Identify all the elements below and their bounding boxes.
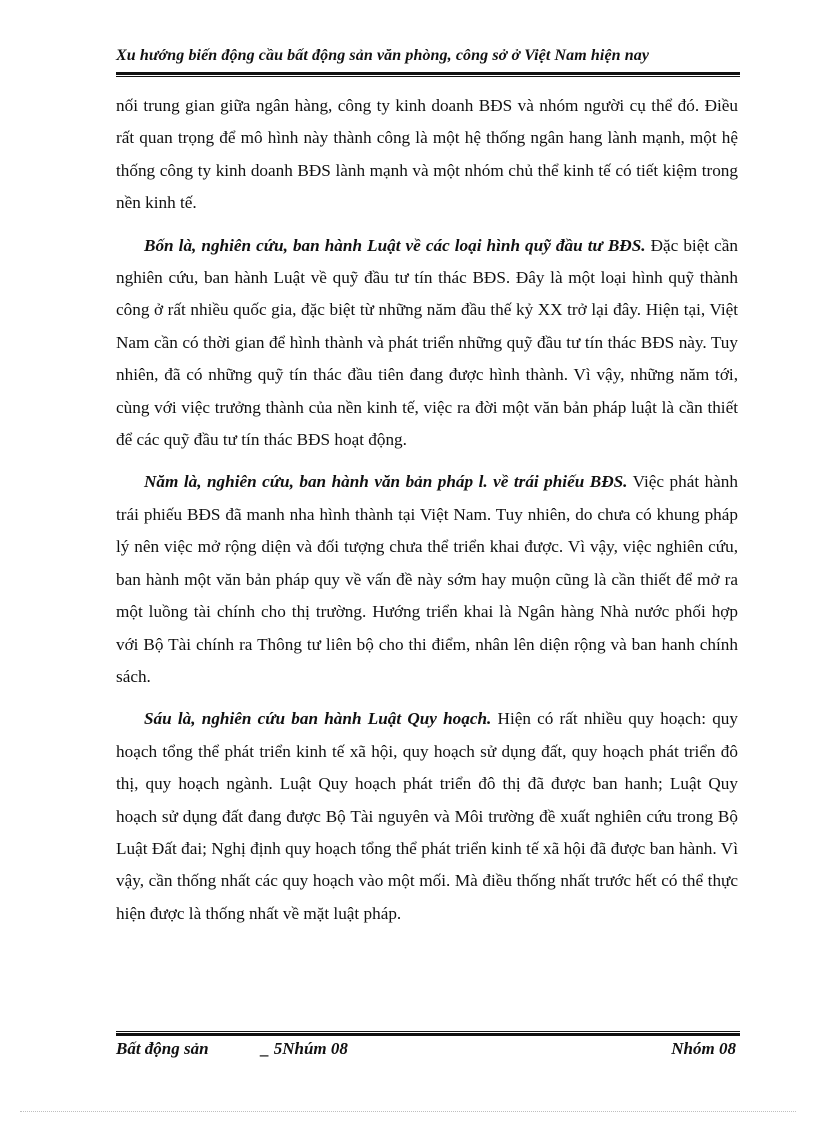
document-body <box>116 90 738 930</box>
page-header-title: Xu hướng biến động cầu bất động sản văn phòng, công sở ở Việt Nam hiện nay <box>116 47 650 64</box>
section-heading-6: Sáu là, nghiên cứu ban hành Luật Quy hoạch. <box>144 709 492 729</box>
section-paragraph-5 <box>116 466 738 693</box>
footer-divider <box>116 1031 740 1036</box>
paragraph-spacer <box>116 693 738 703</box>
footer-group: Nhóm 08 <box>671 1039 736 1058</box>
section-paragraph-4 <box>116 230 738 457</box>
paragraph-spacer <box>116 220 738 230</box>
section-text-4: Đặc biệt cần nghiên cứu, ban hành Luật về quỹ đầu tư tín thác BĐS. Đây là một loại hình quỹ thành công ở rất nhiều quốc gia, đặc biệt từ những năm đầu thế kỷ XX trở lại đây. Hiện tại, Việt Nam cần có thời gian để hình thành và phát triển những quỹ đầu tư tín thác BĐS này. Tuy nhiên, đã có những quỹ tín thác đầu tiên đang được hình thành. Vì vậy, những năm tới, cùng với việc trưởng thành của nền kinh tế, việc ra đời một văn bản pháp luật là cần thiết để các quỹ đầu tư tín thác BĐS hoạt động. <box>116 235 738 450</box>
header-divider <box>116 72 740 77</box>
section-heading-5: Năm là, nghiên cứu, ban hành văn bản pháp l. về trái phiếu BĐS. <box>144 472 628 492</box>
page-footer <box>116 1039 738 1061</box>
section-paragraph-6 <box>116 703 738 930</box>
footer-page-number: _ 5Nhúm 08 <box>261 1039 348 1058</box>
section-text-5: Việc phát hành trái phiếu BĐS đã manh nha hình thành tại Việt Nam. Tuy nhiên, do chưa có khung pháp lý nên việc mở rộng diện và đối tượng chưa thể triển khai được. Vì vậy, việc nghiên cứu, ban hành một văn bản pháp quy về vấn đề này sớm hay muộn cũng là cần thiết để mở ra một luồng tài chính cho thị trường. Hướng triển khai là Ngân hàng Nhà nước phối hợp với Bộ Tài chính ra Thông tư liên bộ cho thi điểm, nhân lên diện rộng và ban hanh chính sách. <box>116 472 738 686</box>
footer-subject: Bất động sản <box>116 1039 209 1058</box>
page-bottom-edge <box>20 1111 796 1112</box>
section-heading-4: Bốn là, nghiên cứu, ban hành Luật về các loại hình quỹ đầu tư BĐS. <box>144 235 646 255</box>
section-text-6: Hiện có rất nhiều quy hoạch: quy hoạch tổng thể phát triển kinh tế xã hội, quy hoạch sử dụng đất, quy hoạch phát triển đô thị, quy hoạch ngành. Luật Quy hoạch phát triển đô thị đã được ban hanh; Luật Quy hoạch sử dụng đất đang được Bộ Tài nguyên và Môi trường đề xuất nghiên cứu trong Bộ Luật Đất đai; Nghị định quy hoạch tổng thể phát triển kinh tế xã hội đã được ban hành. Vì vậy, cần thống nhất các quy hoạch vào một mối. Mà điều thống nhất trước hết có thể thực hiện được là thống nhất về mặt luật pháp. <box>116 709 738 923</box>
intro-paragraph: nối trung gian giữa ngân hàng, công ty kinh doanh BĐS và nhóm người cụ thể đó. Điều rất quan trọng để mô hình này thành công là một hệ thống ngân hang lành mạnh, một hệ thống công ty kinh doanh BĐS lành mạnh và một nhóm chủ thể kinh tế có tiết kiệm trong nền kinh tế. <box>116 96 738 213</box>
paragraph-spacer <box>116 456 738 466</box>
